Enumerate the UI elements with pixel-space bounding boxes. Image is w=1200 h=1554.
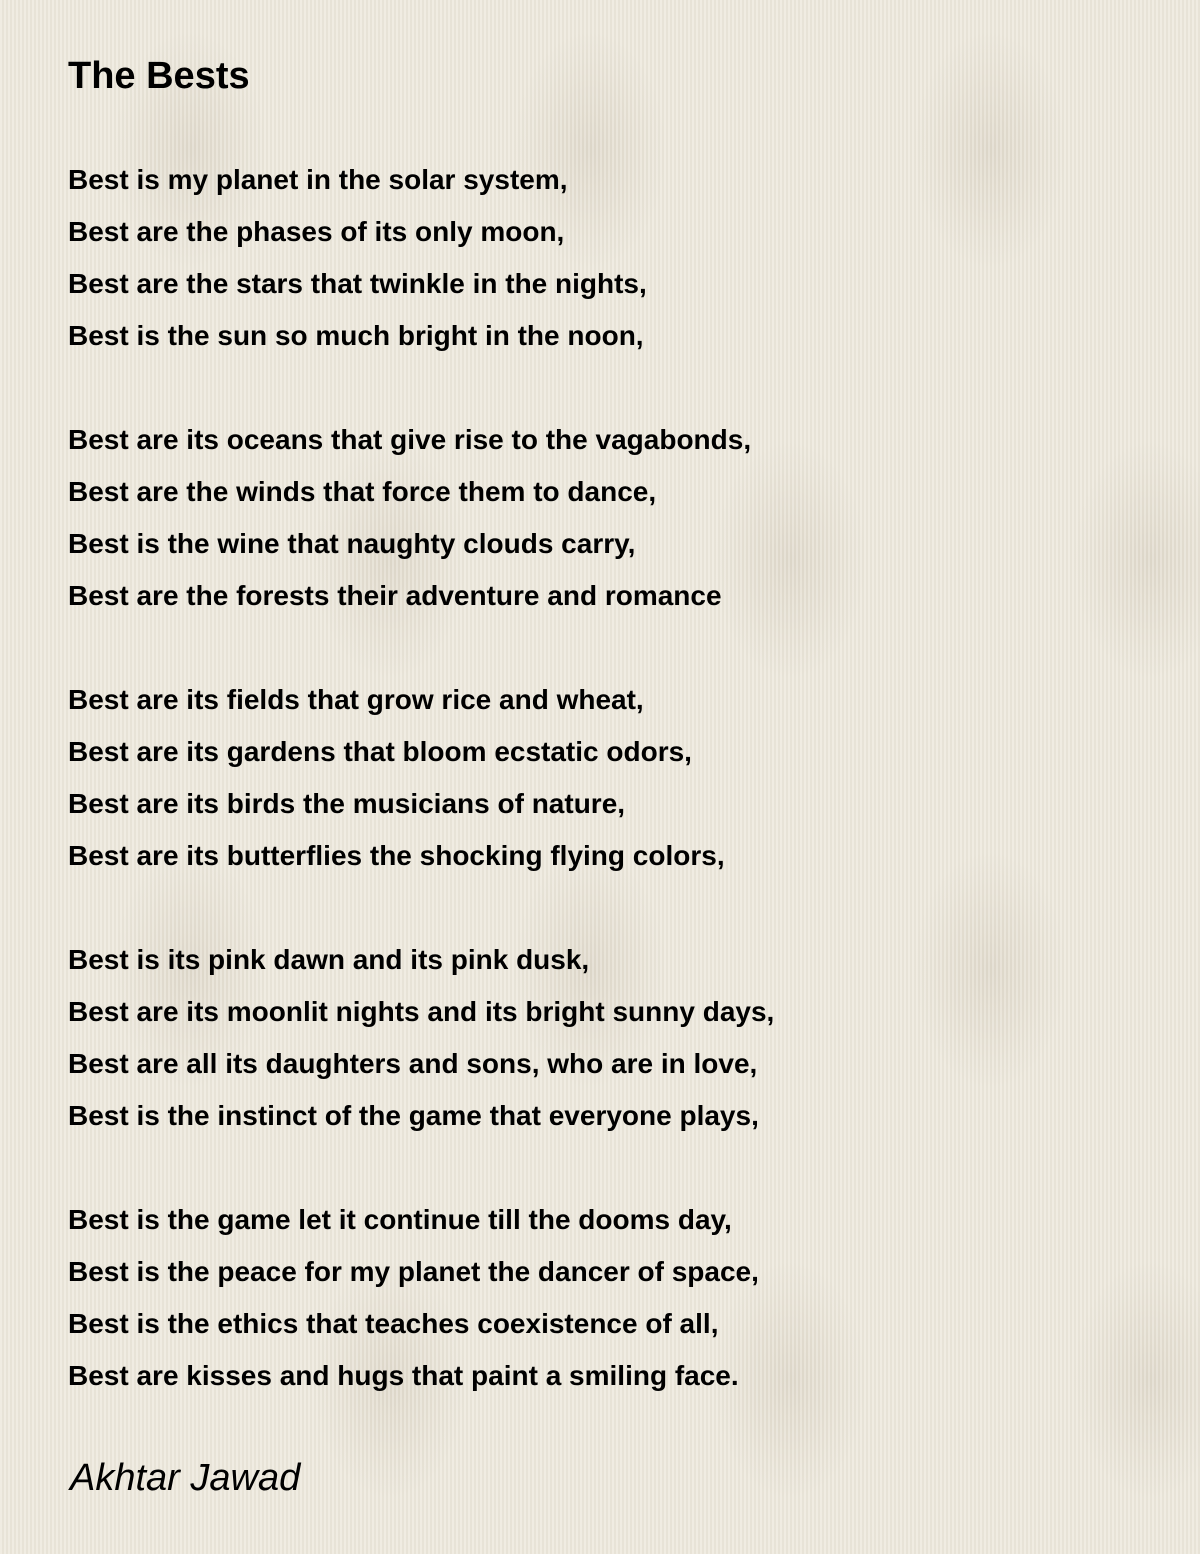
stanza-5 (68, 1194, 1168, 1402)
stanza-4 (68, 934, 1168, 1142)
poem-line: Best is the peace for my planet the dancer of space, (68, 1256, 759, 1287)
poem-line: Best are the winds that force them to dance, (68, 476, 657, 507)
poem-line: Best are its butterflies the shocking flying colors, (68, 840, 725, 871)
poem-line: Best is the game let it continue till the dooms day, (68, 1204, 732, 1235)
poem-line: Best are its gardens that bloom ecstatic odors, (68, 736, 692, 767)
poem-line: Best are its fields that grow rice and wheat, (68, 684, 644, 715)
poem-line: Best is its pink dawn and its pink dusk, (68, 944, 590, 975)
stanza-1 (68, 154, 1168, 362)
poem-line: Best are its birds the musicians of nature, (68, 788, 626, 819)
poem-author: Akhtar Jawad (70, 1457, 301, 1499)
poem-line: Best are its oceans that give rise to the vagabonds, (68, 424, 752, 455)
poem-line: Best is my planet in the solar system, (68, 164, 568, 195)
poem-line: Best is the sun so much bright in the noon, (68, 320, 644, 351)
poem-line: Best is the ethics that teaches coexistence of all, (68, 1308, 719, 1339)
poem-line: Best is the wine that naughty clouds carry, (68, 528, 636, 559)
poem-line: Best are all its daughters and sons, who are in love, (68, 1048, 758, 1079)
poem-line: Best are the stars that twinkle in the nights, (68, 268, 647, 299)
poem-title: The Bests (68, 55, 250, 97)
poem-line: Best is the instinct of the game that everyone plays, (68, 1100, 759, 1131)
poem-line: Best are the phases of its only moon, (68, 216, 565, 247)
poem-line: Best are its moonlit nights and its bright sunny days, (68, 996, 775, 1027)
poem-body (68, 154, 1168, 1454)
stanza-2 (68, 414, 1168, 622)
poem-line: Best are the forests their adventure and romance (68, 580, 722, 611)
stanza-3 (68, 674, 1168, 882)
poem-line: Best are kisses and hugs that paint a smiling face. (68, 1360, 739, 1391)
